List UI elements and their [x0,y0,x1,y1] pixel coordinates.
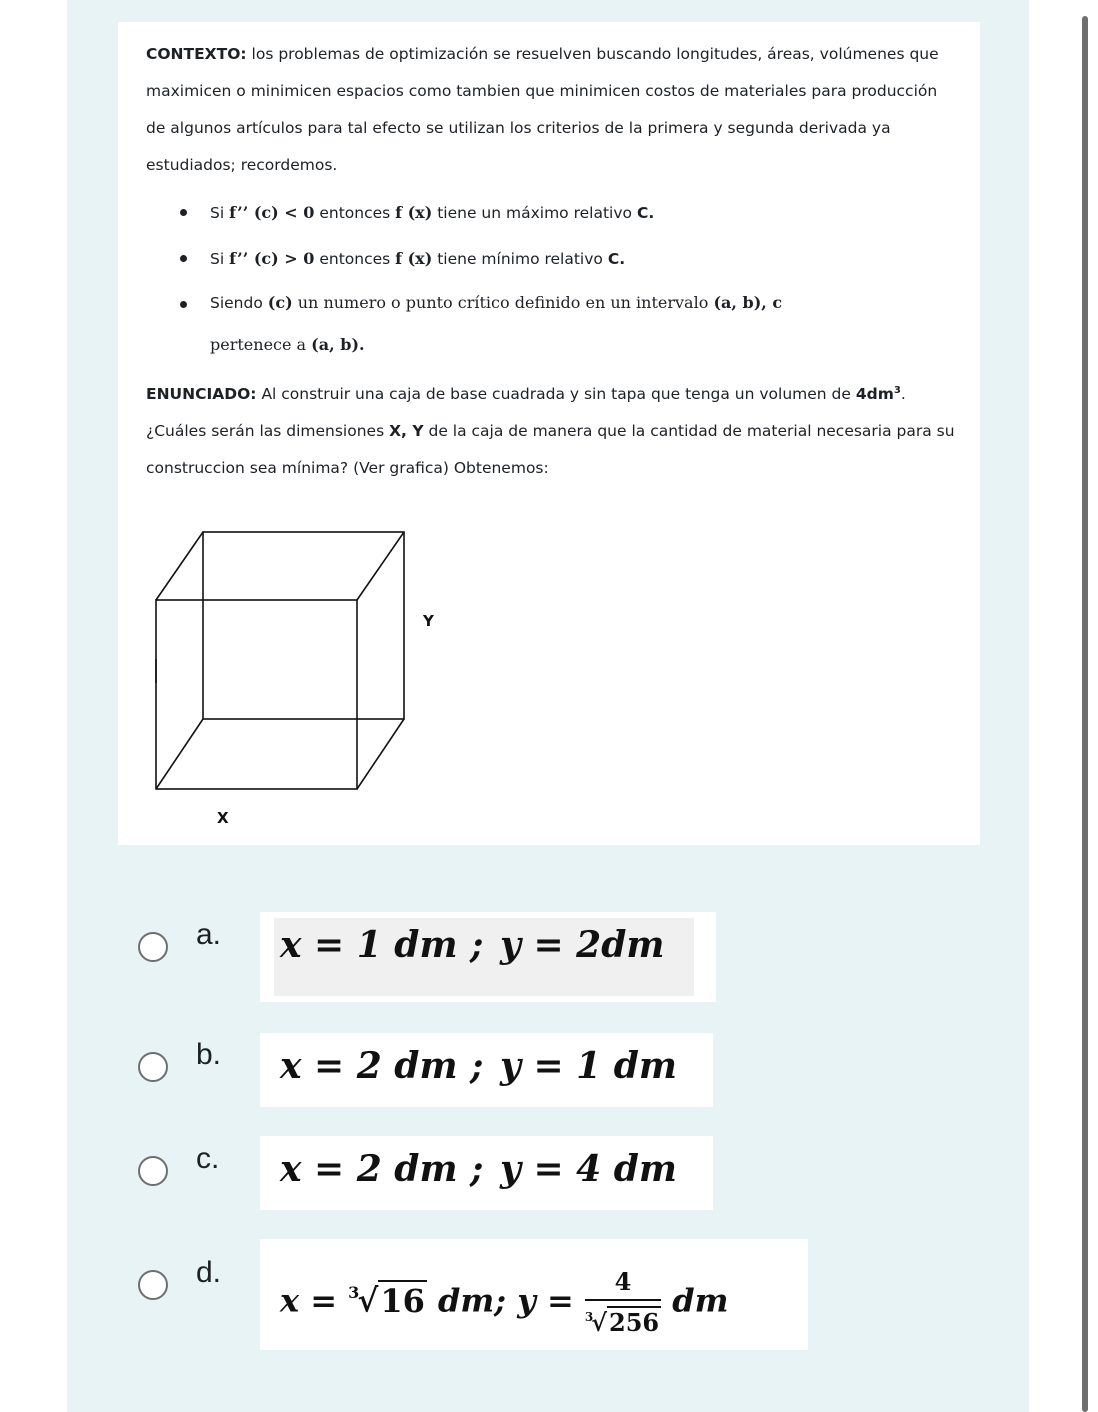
radio-c[interactable] [138,1156,168,1186]
option-d-fraction: $\frac{4}{^3√256}$ [584,1267,660,1337]
option-c-y: y = 4 dm [500,1148,677,1190]
radio-a[interactable] [138,932,168,962]
option-b-y: y = 1 dm [500,1045,677,1087]
criteria-list [146,190,956,366]
option-d-x-pre: x = [280,1281,349,1320]
option-d-y-pre: y = [517,1281,585,1320]
criteria-critical-point: Siendo (c) un numero o punto crítico definido en un intervalo (a, b), c pertenece a (a, b). [146,282,956,366]
label-x: X [217,809,229,827]
option-b-letter: b. [196,1038,222,1071]
option-d-letter: d. [196,1256,222,1289]
box-edge-top-left [156,532,203,600]
box-edge-bottom-right [357,719,404,789]
option-a-letter: a. [196,918,222,951]
option-a-x: x = 1 dm ; [280,924,484,966]
criteria-max: Si f’’ (c) < 0 entonces f (x) tiene un máximo relativo C. [146,190,956,236]
statement-label: ENUNCIADO: [146,385,257,404]
option-d-answer: x = $^3$√16 dm; y = $\frac{4}{^3√256}$ dm [260,1239,808,1350]
box-edge-bottom-left [156,719,203,789]
context-text: los problemas de optimización se resuelven buscando longitudes, áreas, volúmenes que maximicen o minimicen espacios como tambien que minimicen costos de materiales para producción de algunos artículos para tal efecto se utilizan los criterios de la primera y segunda derivada ya estudiados; recordemos. [146,45,939,174]
option-b-answer [260,1033,713,1107]
option-a-answer [260,912,716,1002]
box-edge-top-right [357,532,404,600]
criteria-min: Si f’’ (c) > 0 entonces f (x) tiene mínimo relativo C. [146,236,956,282]
question-text-card [118,22,980,845]
open-box-figure [151,522,471,842]
option-b-x: x = 2 dm ; [280,1045,484,1087]
statement-paragraph: ENUNCIADO: Al construir una caja de base cuadrada y sin tapa que tenga un volumen de $4dm^3$. ¿Cuáles serán las dimensiones X, Y de la caja de manera que la cantidad de material necesaria para su construccion sea mínima? (Ver grafica) Obtenemos: [146,385,955,478]
radio-d[interactable] [138,1270,168,1300]
box-front-face [156,600,357,789]
option-d-x-radicand: 16 [380,1281,425,1320]
radio-b[interactable] [138,1052,168,1082]
option-c-letter: c. [196,1142,220,1175]
context-label: CONTEXTO: [146,45,247,63]
box-back-face [203,532,404,719]
option-d-y-post: dm [672,1281,729,1320]
option-c-x: x = 2 dm ; [280,1148,484,1190]
label-y: Y [423,612,434,630]
page-scrollbar[interactable] [1082,16,1088,1412]
option-a-y: y = 2dm [500,924,665,966]
question-body [146,36,956,487]
option-c-answer [260,1136,713,1210]
context-paragraph [146,36,956,184]
